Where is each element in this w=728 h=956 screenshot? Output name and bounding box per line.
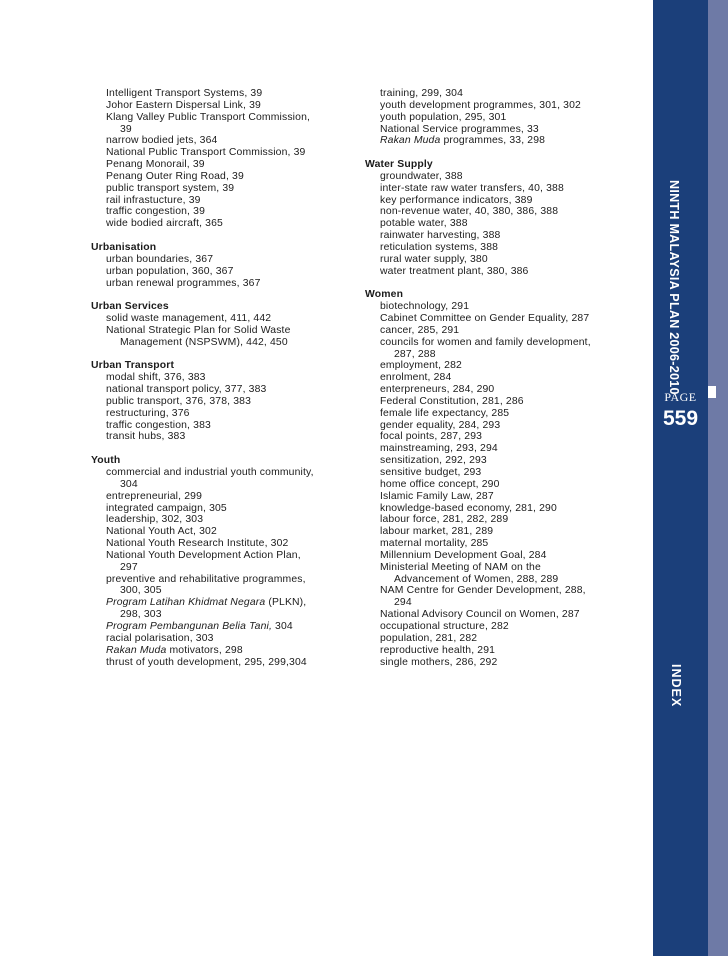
entry-text: public transport system, 39 [106, 182, 235, 194]
entry-text: sensitization, 292, 293 [380, 455, 487, 467]
page-marker-tab [708, 386, 716, 398]
index-entry [365, 372, 623, 384]
entry-text: 294 [394, 597, 412, 609]
index-entry [91, 100, 341, 112]
book-title-vertical: NINTH MALAYSIA PLAN 2006-2010 [667, 180, 681, 395]
index-entry [365, 396, 623, 408]
index-entry [91, 206, 341, 218]
index-entry [365, 420, 623, 432]
section-gap [365, 278, 623, 290]
entry-text: 304 [272, 620, 293, 632]
index-entry [365, 360, 623, 372]
page-number-box [653, 386, 708, 444]
index-entry [365, 301, 623, 313]
italic-term: Rakan Muda [380, 135, 441, 147]
entry-text: biotechnology, 291 [380, 301, 470, 313]
italic-term: Program Latihan Khidmat Negara [106, 597, 266, 609]
entry-text: employment, 282 [380, 360, 462, 372]
index-entry [91, 112, 341, 124]
entry-text: Youth [91, 455, 121, 467]
index-entry [365, 526, 623, 538]
entry-text: Ministerial Meeting of NAM on the [380, 561, 541, 573]
index-entry [365, 443, 623, 455]
entry-text: Urban Services [91, 301, 169, 313]
index-entry [91, 159, 341, 171]
index-entry [91, 313, 341, 325]
index-entry [365, 325, 623, 337]
entry-text: National Service programmes, 33 [380, 123, 539, 135]
entry-text: female life expectancy, 285 [380, 407, 510, 419]
index-entry [91, 171, 341, 183]
entry-text: thrust of youth development, 295, 299,304 [106, 656, 307, 668]
entry-text: maternal mortality, 285 [380, 538, 489, 550]
index-entry [365, 491, 623, 503]
index-entry [365, 538, 623, 550]
index-entry [91, 266, 341, 278]
entry-text: 39 [120, 123, 132, 135]
entry-text: single mothers, 286, 292 [380, 656, 498, 668]
index-entry [365, 266, 623, 278]
entry-text: labour force, 281, 282, 289 [380, 514, 509, 526]
entry-text: cancer, 285, 291 [380, 324, 460, 336]
page-number: 559 [662, 407, 699, 430]
entry-text: solid waste management, 411, 442 [106, 313, 272, 325]
entry-text: rainwater harvesting, 388 [380, 230, 501, 242]
entry-text: occupational structure, 282 [380, 620, 509, 632]
index-entry [365, 195, 623, 207]
index-entry [365, 408, 623, 420]
entry-text: Advancement of Women, 288, 289 [394, 573, 559, 585]
index-entry [91, 621, 341, 633]
entry-text: urban population, 360, 367 [106, 265, 234, 277]
entry-text: leadership, 302, 303 [106, 514, 204, 526]
index-entry-continuation [91, 609, 341, 621]
entry-text: Water Supply [365, 159, 433, 171]
entry-text: reproductive health, 291 [380, 644, 496, 656]
entry-text: youth population, 295, 301 [380, 111, 507, 123]
index-heading [365, 159, 623, 171]
entry-text: training, 299, 304 [380, 88, 463, 99]
italic-term: Rakan Muda [106, 644, 167, 656]
index-entry [365, 503, 623, 515]
entry-text: Johor Eastern Dispersal Link, 39 [106, 99, 261, 111]
entry-text: programmes, 33, 298 [440, 135, 546, 147]
entry-text: knowledge-based economy, 281, 290 [380, 502, 557, 514]
index-entry [365, 337, 623, 349]
index-entry [365, 562, 623, 574]
entry-text: 304 [120, 478, 138, 490]
index-entry-continuation [91, 337, 341, 349]
index-entry [91, 147, 341, 159]
index-entry-continuation [365, 597, 623, 609]
entry-text: restructuring, 376 [106, 407, 190, 419]
entry-text: Urban Transport [91, 360, 175, 372]
index-entry-continuation [91, 562, 341, 574]
entry-text: National Youth Development Action Plan, [106, 549, 301, 561]
index-entry [365, 550, 623, 562]
entry-text: motivators, 298 [166, 644, 243, 656]
index-entry [365, 135, 623, 147]
entry-text: inter-state raw water transfers, 40, 388 [380, 182, 564, 194]
entry-text: National Youth Research Institute, 302 [106, 538, 289, 550]
italic-term: Program Pembangunan Belia Tani, [106, 620, 272, 632]
index-entry [365, 431, 623, 443]
index-column-left [91, 88, 341, 668]
entry-text: national transport policy, 377, 383 [106, 384, 267, 396]
index-entry-continuation [365, 349, 623, 361]
entry-text: Cabinet Committee on Gender Equality, 287 [380, 313, 590, 325]
entry-text: traffic congestion, 383 [106, 419, 211, 431]
index-entry [365, 218, 623, 230]
index-entry [91, 278, 341, 290]
index-entry [365, 230, 623, 242]
entry-text: 287, 288 [394, 348, 436, 360]
index-entry [365, 112, 623, 124]
index-entry [91, 657, 341, 669]
entry-text: National Strategic Plan for Solid Waste [106, 324, 291, 336]
index-entry [365, 609, 623, 621]
index-entry-continuation [365, 574, 623, 586]
entry-text: urban boundaries, 367 [106, 253, 214, 265]
entry-text: integrated campaign, 305 [106, 502, 227, 514]
entry-text: Women [365, 289, 404, 301]
entry-text: home office concept, 290 [380, 478, 500, 490]
section-gap [91, 443, 341, 455]
index-entry [365, 313, 623, 325]
index-entry [91, 597, 341, 609]
entry-text: councils for women and family development, [380, 336, 591, 348]
index-entry [91, 396, 341, 408]
index-heading [365, 289, 623, 301]
entry-text: transit hubs, 383 [106, 431, 186, 443]
section-label-vertical: INDEX [669, 664, 683, 708]
entry-text: youth development programmes, 301, 302 [380, 99, 581, 111]
index-entry [91, 645, 341, 657]
entry-text: wide bodied aircraft, 365 [106, 218, 223, 230]
index-entry [365, 254, 623, 266]
entry-text: (PLKN), [265, 597, 307, 609]
index-entry [365, 242, 623, 254]
index-heading [91, 455, 341, 467]
entry-text: non-revenue water, 40, 380, 386, 388 [380, 206, 559, 218]
index-entry [365, 171, 623, 183]
index-entry [365, 514, 623, 526]
index-entry [365, 183, 623, 195]
entry-text: Islamic Family Law, 287 [380, 490, 494, 502]
index-entry [91, 408, 341, 420]
entry-text: population, 281, 282 [380, 632, 478, 644]
entry-text: preventive and rehabilitative programmes, [106, 573, 306, 585]
entry-text: Federal Constitution, 281, 286 [380, 395, 524, 407]
entry-text: enterpreneurs, 284, 290 [380, 384, 495, 396]
entry-text: 298, 303 [120, 609, 162, 621]
index-entry [91, 384, 341, 396]
index-entry-continuation [91, 585, 341, 597]
entry-text: labour market, 281, 289 [380, 526, 494, 538]
entry-text: focal points, 287, 293 [380, 431, 483, 443]
entry-text: National Advisory Council on Women, 287 [380, 609, 580, 621]
index-entry [365, 455, 623, 467]
index-entry [365, 100, 623, 112]
index-entry [91, 135, 341, 147]
entry-text: Penang Monorail, 39 [106, 159, 205, 171]
index-entry [365, 645, 623, 657]
section-gap [365, 147, 623, 159]
entry-text: NAM Centre for Gender Development, 288, [380, 585, 586, 597]
index-entry [365, 621, 623, 633]
entry-text: 297 [120, 561, 138, 573]
entry-text: public transport, 376, 378, 383 [106, 395, 252, 407]
entry-text: sensitive budget, 293 [380, 467, 482, 478]
index-entry [91, 491, 341, 503]
entry-text: key performance indicators, 389 [380, 194, 533, 206]
entry-text: racial polarisation, 303 [106, 632, 214, 644]
entry-text: Intelligent Transport Systems, 39 [106, 88, 263, 99]
entry-text: urban renewal programmes, 367 [106, 277, 261, 289]
entry-text: groundwater, 388 [380, 170, 463, 182]
index-column-right [365, 88, 623, 668]
index-entry [91, 183, 341, 195]
index-entry [91, 88, 341, 100]
index-entry [91, 372, 341, 384]
index-entry [91, 633, 341, 645]
entry-text: Penang Outer Ring Road, 39 [106, 170, 244, 182]
entry-text: narrow bodied jets, 364 [106, 135, 218, 147]
index-entry [91, 526, 341, 538]
index-heading [91, 301, 341, 313]
entry-text: modal shift, 376, 383 [106, 372, 206, 384]
index-entry [91, 538, 341, 550]
entry-text: National Youth Act, 302 [106, 526, 217, 538]
index-entry [365, 384, 623, 396]
entry-text: rural water supply, 380 [380, 253, 488, 265]
index-entry [91, 431, 341, 443]
index-entry [365, 633, 623, 645]
entry-text: Klang Valley Public Transport Commission, [106, 111, 311, 123]
index-entry [365, 124, 623, 136]
entry-text: gender equality, 284, 293 [380, 419, 501, 431]
entry-text: water treatment plant, 380, 386 [380, 265, 529, 277]
entry-text: commercial and industrial youth community, [106, 467, 314, 478]
index-entry [91, 503, 341, 515]
index-heading [91, 360, 341, 372]
index-entry [365, 585, 623, 597]
index-entry [91, 218, 341, 230]
entry-text: Management (NSPSWM), 442, 450 [120, 336, 288, 348]
entry-text: potable water, 388 [380, 218, 468, 230]
index-entry-continuation [91, 479, 341, 491]
entry-text: National Public Transport Commission, 39 [106, 147, 306, 159]
index-entry [365, 206, 623, 218]
section-gap [91, 289, 341, 301]
index-entry-continuation [91, 124, 341, 136]
index-entry [365, 88, 623, 100]
index-entry [91, 195, 341, 207]
entry-text: mainstreaming, 293, 294 [380, 443, 498, 455]
section-gap [91, 349, 341, 361]
entry-text: rail infrastucture, 39 [106, 194, 201, 206]
index-entry [365, 467, 623, 479]
index-entry [91, 325, 341, 337]
page-label: PAGE [664, 390, 697, 404]
sidebar-band [653, 0, 708, 956]
entry-text: 300, 305 [120, 585, 162, 597]
index-entry [365, 479, 623, 491]
index-entry [365, 657, 623, 669]
index-heading [91, 242, 341, 254]
entry-text: enrolment, 284 [380, 372, 452, 384]
section-gap [91, 230, 341, 242]
index-entry [91, 254, 341, 266]
index-entry [91, 574, 341, 586]
index-entry [91, 420, 341, 432]
entry-text: entrepreneurial, 299 [106, 490, 203, 502]
index-entry [91, 467, 341, 479]
entry-text: reticulation systems, 388 [380, 241, 499, 253]
index-entry [91, 514, 341, 526]
entry-text: Millennium Development Goal, 284 [380, 549, 547, 561]
entry-text: traffic congestion, 39 [106, 206, 205, 218]
index-entry [91, 550, 341, 562]
entry-text: Urbanisation [91, 241, 157, 253]
